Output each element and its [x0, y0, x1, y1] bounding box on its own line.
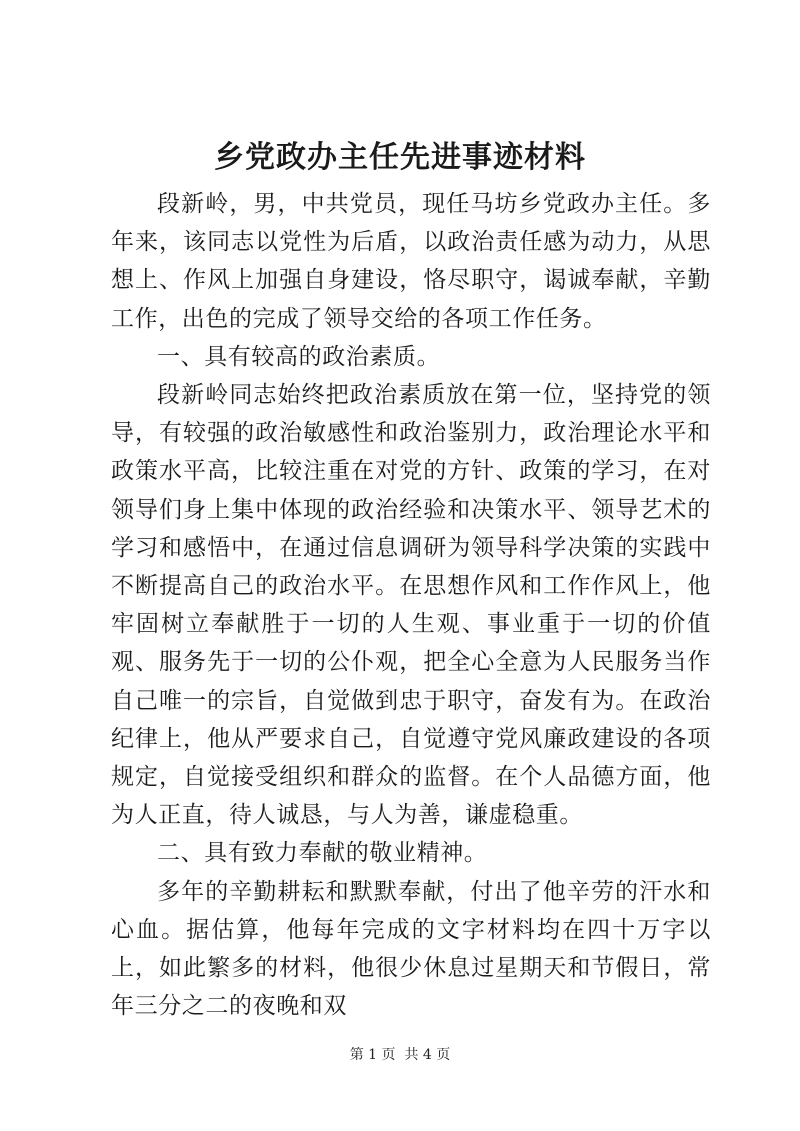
document-title: 乡党政办主任先进事迹材料 — [214, 140, 586, 175]
section-heading-1: 一、具有较高的政治素质。 — [157, 343, 441, 370]
paragraph-intro: 段新岭，男，中共党员，现任马坊乡党政办主任。多年来，该同志以党性为后盾，以政治责任感为动力，从思想上、作风上加强自身建设，恪尽职守，谒诚奉献，辛勤工作，出色的完成了领导交给的各项工作任务。 — [111, 191, 711, 332]
paragraph-dedication: 多年的辛勤耕耘和默默奉献，付出了他辛劳的汗水和心血。据估算，他每年完成的文字材料均在四十万字以上，如此繁多的材料，他很少休息过星期天和节假日，常年三分之二的夜晚和双 — [111, 878, 711, 1020]
page-number: 第 1 页 共 4 页 — [349, 1047, 451, 1063]
section-heading-2: 二、具有致力奉献的敬业精神。 — [157, 840, 488, 867]
paragraph-political-quality: 段新岭同志始终把政治素质放在第一位，坚持党的领导，有较强的政治敏感性和政治鉴别力，政治理论水平和政策水平高，比较注重在对党的方针、政策的学习，在对领导们身上集中体现的政治经验和决策水平、领导艺术的学习和感悟中，在通过信息调研为领导科学决策的实践中不断提高自己的政治水平。在思想作风和工作作风上，他牢固树立奉献胜于一切的人生观、事业重于一切的价值观、服务先于一切的公仆观，把全心全意为人民服务当作自己唯一的宗旨，自觉做到忠于职守，奋发有为。在政治纪律上，他从严要求自己，自觉遵守党风廉政建设的各项规定，自觉接受组织和群众的监督。在个人品德方面，他为人正直，待人诚恳，与人为善，谦虚稳重。 — [111, 382, 711, 829]
page-footer — [0, 1045, 800, 1065]
document-body — [111, 185, 711, 1025]
